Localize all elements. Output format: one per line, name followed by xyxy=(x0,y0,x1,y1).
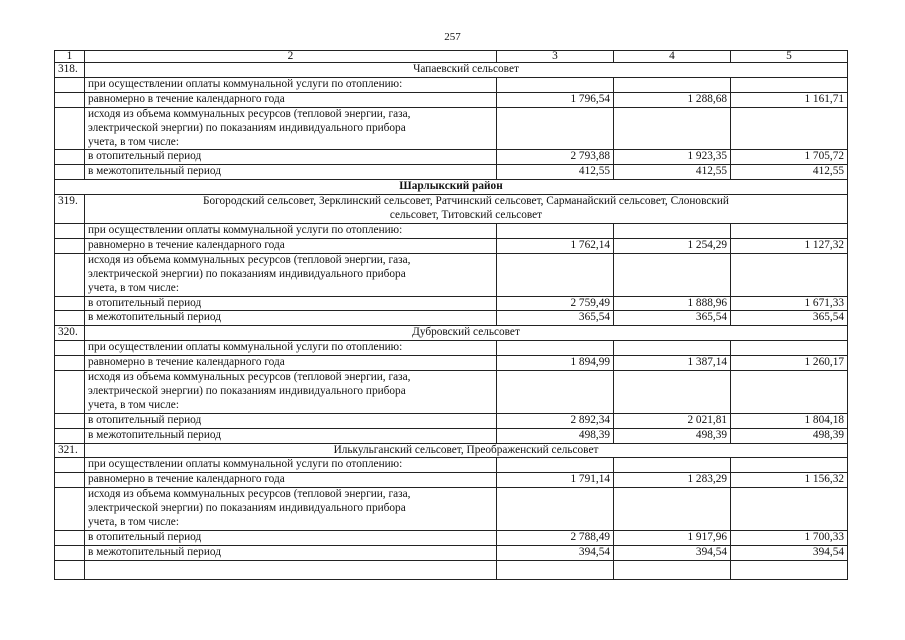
value-cell: 2 788,49 xyxy=(497,531,614,546)
meter-basis-label: исходя из объема коммунальных ресурсов (тепловой энергии, газа, электрической энергии) по показаниям индивидуального прибора учета, в том числе: xyxy=(85,371,497,414)
heating-intro-row xyxy=(55,341,848,356)
value-cell: 1 127,32 xyxy=(731,238,848,253)
value-cell: 1 156,32 xyxy=(731,473,848,488)
non-heating-period-label: в межотопительный период xyxy=(85,311,497,326)
value-cell: 412,55 xyxy=(614,165,731,180)
entry-title-row xyxy=(55,326,848,341)
value-cell: 365,54 xyxy=(614,311,731,326)
heating-intro-label: при осуществлении оплаты коммунальной услуги по отоплению: xyxy=(85,77,497,92)
uniform-label: равномерно в течение календарного года xyxy=(85,92,497,107)
value-cell: 1 796,54 xyxy=(497,92,614,107)
entry-title: Чапаевский сельсовет xyxy=(85,63,848,78)
meter-basis-row xyxy=(55,371,848,414)
value-cell: 2 892,34 xyxy=(497,413,614,428)
district-header-row xyxy=(55,180,848,195)
heating-intro-row xyxy=(55,77,848,92)
value-cell: 365,54 xyxy=(497,311,614,326)
value-cell: 394,54 xyxy=(614,545,731,560)
value-cell: 1 705,72 xyxy=(731,150,848,165)
value-cell: 2 793,88 xyxy=(497,150,614,165)
column-header: 2 xyxy=(85,51,497,63)
column-header: 5 xyxy=(731,51,848,63)
value-cell: 498,39 xyxy=(614,428,731,443)
district-header: Шарлыкский район xyxy=(55,180,848,195)
value-cell: 498,39 xyxy=(731,428,848,443)
value-cell: 412,55 xyxy=(731,165,848,180)
value-cell: 365,54 xyxy=(731,311,848,326)
non-heating-period-label: в межотопительный период xyxy=(85,545,497,560)
heating-intro-row xyxy=(55,223,848,238)
table-body xyxy=(55,63,848,561)
entry-index: 318. xyxy=(55,63,85,78)
uniform-label: равномерно в течение календарного года xyxy=(85,356,497,371)
value-cell: 1 671,33 xyxy=(731,296,848,311)
value-cell: 2 759,49 xyxy=(497,296,614,311)
value-cell: 2 021,81 xyxy=(614,413,731,428)
value-cell: 1 888,96 xyxy=(614,296,731,311)
entry-title: Илькульганский сельсовет, Преображенский сельсовет xyxy=(85,443,848,458)
uniform-row xyxy=(55,473,848,488)
column-header: 1 xyxy=(55,51,85,63)
value-cell: 394,54 xyxy=(731,545,848,560)
column-number-row xyxy=(55,51,848,63)
heating-intro-label: при осуществлении оплаты коммунальной услуги по отоплению: xyxy=(85,458,497,473)
heating-period-row xyxy=(55,296,848,311)
heating-intro-label: при осуществлении оплаты коммунальной услуги по отоплению: xyxy=(85,341,497,356)
non-heating-period-row xyxy=(55,311,848,326)
heating-intro-label: при осуществлении оплаты коммунальной услуги по отоплению: xyxy=(85,223,497,238)
page-number: 257 xyxy=(444,31,461,43)
value-cell: 1 254,29 xyxy=(614,238,731,253)
heating-intro-row xyxy=(55,458,848,473)
uniform-row xyxy=(55,356,848,371)
heating-period-row xyxy=(55,413,848,428)
value-cell: 394,54 xyxy=(497,545,614,560)
value-cell: 1 161,71 xyxy=(731,92,848,107)
value-cell: 1 260,17 xyxy=(731,356,848,371)
entry-index: 319. xyxy=(55,195,85,224)
non-heating-period-label: в межотопительный период xyxy=(85,428,497,443)
non-heating-period-row xyxy=(55,428,848,443)
value-cell: 1 762,14 xyxy=(497,238,614,253)
entry-title: Дубровский сельсовет xyxy=(85,326,848,341)
column-header: 4 xyxy=(614,51,731,63)
entry-title: Богородский сельсовет, Зерклинский сельсовет, Ратчинский сельсовет, Сарманайский сельсовет, Слоновский сельсовет, Титовский сельсовет xyxy=(85,195,848,224)
entry-title-row xyxy=(55,443,848,458)
non-heating-period-row xyxy=(55,545,848,560)
heating-period-label: в отопительный период xyxy=(85,531,497,546)
trailing-empty-row xyxy=(55,560,848,579)
uniform-row xyxy=(55,92,848,107)
entry-index: 320. xyxy=(55,326,85,341)
value-cell: 1 791,14 xyxy=(497,473,614,488)
heating-period-label: в отопительный период xyxy=(85,413,497,428)
uniform-label: равномерно в течение календарного года xyxy=(85,473,497,488)
heating-period-label: в отопительный период xyxy=(85,150,497,165)
meter-basis-label: исходя из объема коммунальных ресурсов (тепловой энергии, газа, электрической энергии) по показаниям индивидуального прибора учета, в том числе: xyxy=(85,107,497,150)
entry-index: 321. xyxy=(55,443,85,458)
value-cell: 1 917,96 xyxy=(614,531,731,546)
value-cell: 1 387,14 xyxy=(614,356,731,371)
non-heating-period-label: в межотопительный период xyxy=(85,165,497,180)
meter-basis-row xyxy=(55,107,848,150)
heating-period-label: в отопительный период xyxy=(85,296,497,311)
meter-basis-row xyxy=(55,488,848,531)
heating-period-row xyxy=(55,531,848,546)
uniform-label: равномерно в течение календарного года xyxy=(85,238,497,253)
non-heating-period-row xyxy=(55,165,848,180)
meter-basis-row xyxy=(55,253,848,296)
value-cell: 498,39 xyxy=(497,428,614,443)
value-cell: 1 923,35 xyxy=(614,150,731,165)
entry-title-row xyxy=(55,63,848,78)
meter-basis-label: исходя из объема коммунальных ресурсов (тепловой энергии, газа, электрической энергии) по показаниям индивидуального прибора учета, в том числе: xyxy=(85,488,497,531)
value-cell: 1 283,29 xyxy=(614,473,731,488)
meter-basis-label: исходя из объема коммунальных ресурсов (тепловой энергии, газа, электрической энергии) по показаниям индивидуального прибора учета, в том числе: xyxy=(85,253,497,296)
value-cell: 412,55 xyxy=(497,165,614,180)
value-cell: 1 700,33 xyxy=(731,531,848,546)
heating-period-row xyxy=(55,150,848,165)
value-cell: 1 288,68 xyxy=(614,92,731,107)
tariff-table xyxy=(54,50,848,580)
entry-title-row xyxy=(55,195,848,224)
uniform-row xyxy=(55,238,848,253)
value-cell: 1 894,99 xyxy=(497,356,614,371)
value-cell: 1 804,18 xyxy=(731,413,848,428)
column-header: 3 xyxy=(497,51,614,63)
